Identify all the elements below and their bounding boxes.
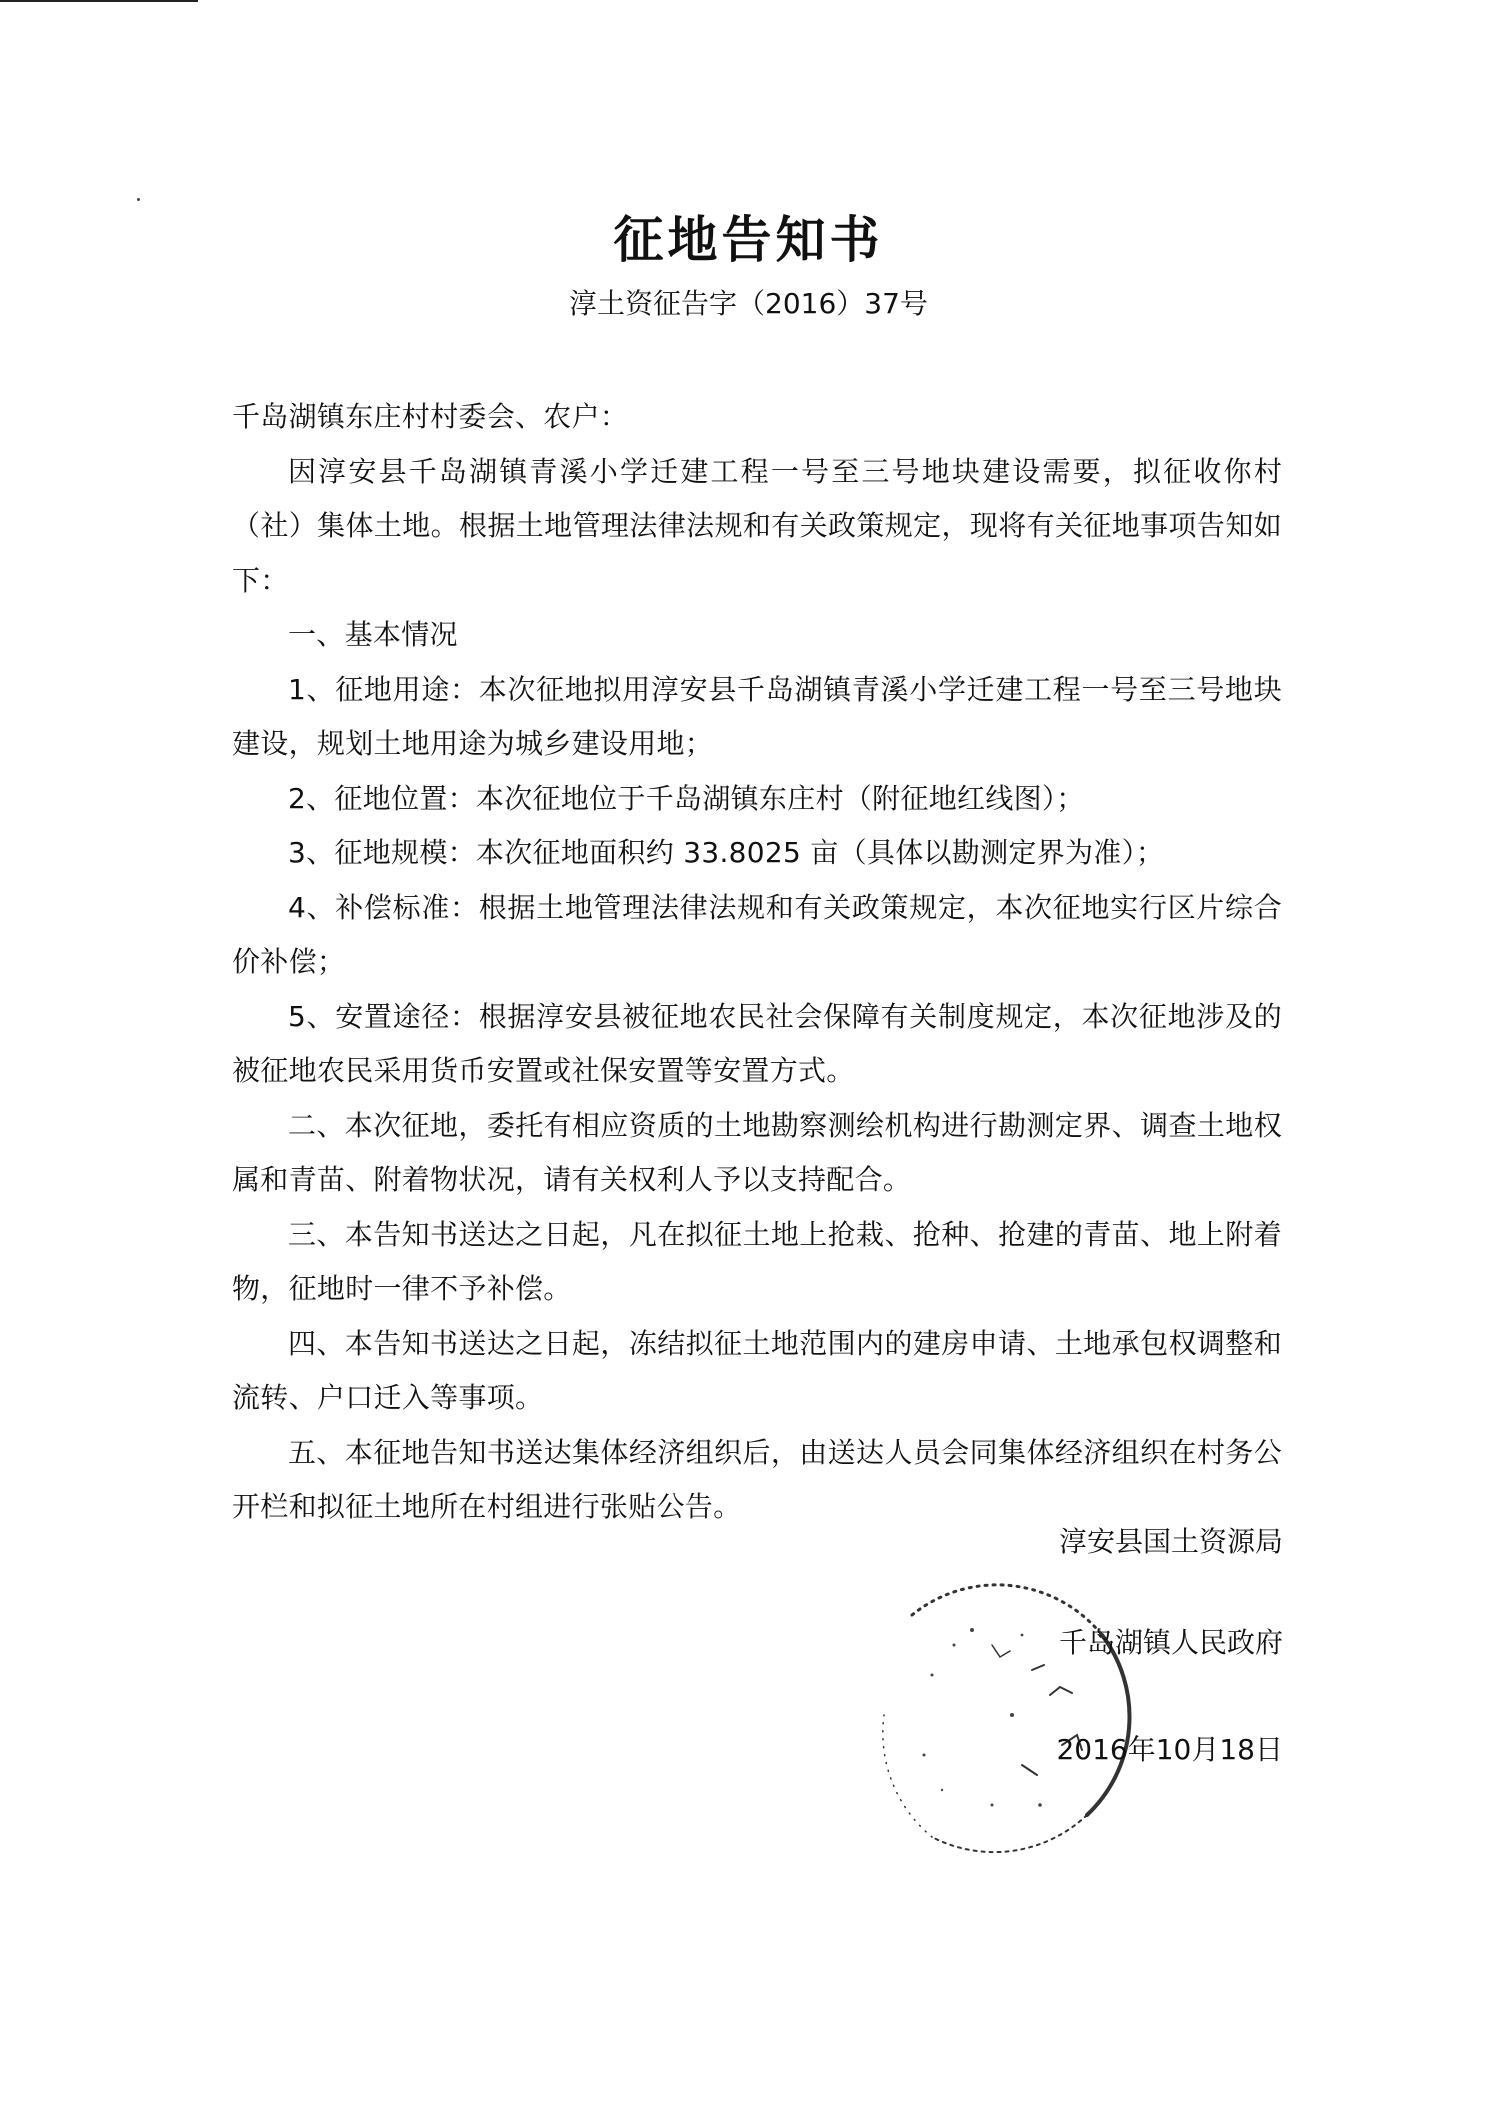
- document-number: 淳土资征告字（2016）37号: [569, 287, 928, 320]
- issue-date: 2016年10月18日: [1056, 1733, 1283, 1766]
- official-seal-stamp: [872, 1575, 1152, 1865]
- scan-edge-line: [0, 0, 198, 2]
- issuer-land-bureau: 淳安县国土资源局: [1058, 1525, 1283, 1558]
- paragraph-posting: 五、本征地告知书送达集体经济组织后，由送达人员会同集体经济组织在村务公开栏和拟征土地所在村组进行张贴公告。: [232, 1435, 1282, 1523]
- item-scale: 3、征地规模：本次征地面积约 33.8025 亩（具体以勘测定界为准）；: [288, 836, 1165, 869]
- paragraph-intro: 因淳安县千岛湖镇青溪小学迁建工程一号至三号地块建设需要，拟征收你村（社）集体土地。根据土地管理法律法规和有关政策规定，现将有关征地事项告知如下：: [232, 454, 1282, 597]
- paragraph-freeze: 四、本告知书送达之日起，冻结拟征土地范围内的建房申请、土地承包权调整和流转、户口迁入等事项。: [232, 1326, 1282, 1414]
- item-compensation: 4、补偿标准：根据土地管理法律法规和有关政策规定，本次征地实行区片综合价补偿；: [232, 890, 1282, 978]
- item-location: 2、征地位置：本次征地位于千岛湖镇东庄村（附征地红线图）；: [288, 781, 1085, 815]
- section-heading-basic: 一、基本情况: [288, 618, 458, 651]
- document-title: 征地告知书: [613, 210, 884, 269]
- paragraph-survey: 二、本次征地，委托有相应资质的土地勘察测绘机构进行勘测定界、调查土地权属和青苗、附着物状况，请有关权利人予以支持配合。: [232, 1108, 1282, 1196]
- item-land-use: 1、征地用途：本次征地拟用淳安县千岛湖镇青溪小学迁建工程一号至三号地块建设，规划土地用途为城乡建设用地；: [232, 672, 1282, 760]
- document-body: [232, 390, 1282, 1535]
- issuer-town-government: 千岛湖镇人民政府: [1058, 1626, 1283, 1659]
- scan-speck: [137, 198, 140, 201]
- paragraph-no-compensation: 三、本告知书送达之日起，凡在拟征土地上抢栽、抢种、抢建的青苗、地上附着物，征地时一律不予补偿。: [232, 1217, 1282, 1305]
- addressee: 千岛湖镇东庄村村委会、农户：: [232, 400, 629, 433]
- item-resettlement: 5、安置途径：根据淳安县被征地农民社会保障有关制度规定，本次征地涉及的被征地农民采用货币安置或社保安置等安置方式。: [232, 999, 1282, 1087]
